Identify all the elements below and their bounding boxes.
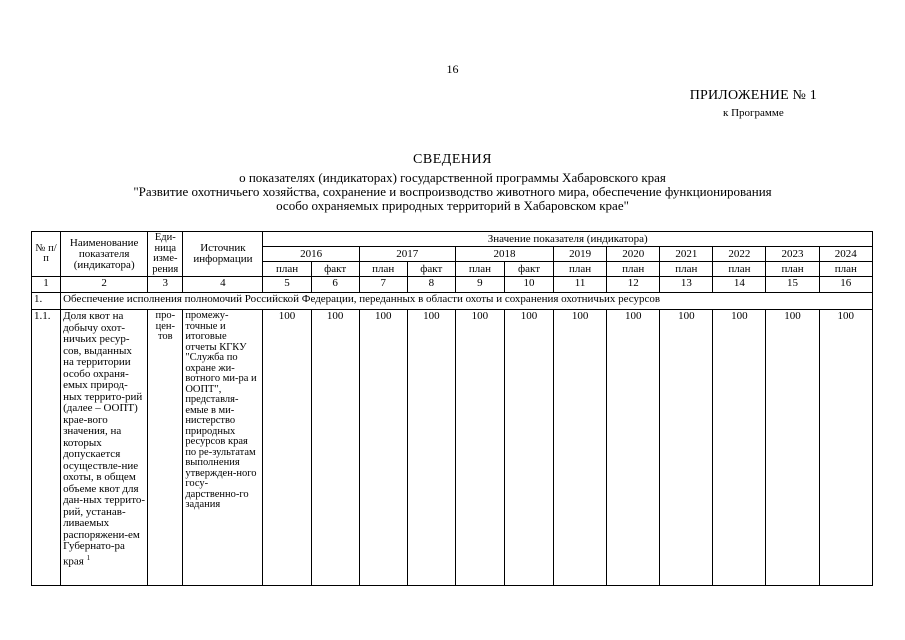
value-2018-fact: 100	[504, 310, 553, 586]
page-number: 16	[446, 62, 459, 76]
value-2023-plan: 100	[766, 310, 819, 586]
column-number-row	[32, 277, 873, 293]
year-2020: 2020	[607, 247, 660, 262]
header-source: Источник информации	[183, 232, 263, 277]
appendix-label	[690, 88, 817, 119]
column-number: 7	[359, 277, 407, 293]
header-unit: Еди-ница изме-рения	[148, 232, 183, 277]
subhead: план	[554, 262, 607, 277]
unit-cell: про-цен-тов	[148, 310, 183, 586]
header-values: Значение показателя (индикатора)	[263, 232, 873, 247]
subhead: план	[263, 262, 311, 277]
subhead: план	[455, 262, 504, 277]
year-2021: 2021	[660, 247, 713, 262]
column-number: 11	[554, 277, 607, 293]
year-2018: 2018	[455, 247, 553, 262]
year-2019: 2019	[554, 247, 607, 262]
appendix-title: ПРИЛОЖЕНИЕ № 1	[689, 88, 817, 103]
indicators-table	[31, 231, 873, 586]
table-row	[32, 310, 873, 586]
column-number: 16	[819, 277, 872, 293]
header-row-1	[32, 232, 873, 247]
column-number: 2	[61, 277, 148, 293]
indicator-name	[61, 310, 148, 586]
row-number: 1.1.	[32, 310, 61, 586]
year-2022: 2022	[713, 247, 766, 262]
heading-line-3: особо охраняемых природных территорий в Хабаровском крае"	[276, 198, 629, 213]
subhead: факт	[311, 262, 359, 277]
subhead: план	[660, 262, 713, 277]
subhead: план	[819, 262, 872, 277]
year-2024: 2024	[819, 247, 872, 262]
value-2016-plan: 100	[263, 310, 311, 586]
subhead: план	[766, 262, 819, 277]
column-number: 10	[504, 277, 553, 293]
header-no: № п/п	[32, 232, 61, 277]
value-2021-plan: 100	[660, 310, 713, 586]
column-number: 3	[148, 277, 183, 293]
column-number: 15	[766, 277, 819, 293]
section-row	[32, 293, 873, 310]
column-number: 1	[32, 277, 61, 293]
header-name: Наименование показателя (индикатора)	[61, 232, 148, 277]
value-2019-plan: 100	[554, 310, 607, 586]
value-2018-plan: 100	[455, 310, 504, 586]
column-number: 9	[455, 277, 504, 293]
year-2023: 2023	[766, 247, 819, 262]
footnote-mark: 1	[86, 553, 91, 562]
value-2020-plan: 100	[607, 310, 660, 586]
value-2017-plan: 100	[359, 310, 407, 586]
column-number: 13	[660, 277, 713, 293]
appendix-subtitle: к Программе	[722, 107, 784, 119]
column-number: 8	[407, 277, 455, 293]
indicator-name-text: Доля квот на добычу охот-ничьих ресур-сов, выданных на территории особо охраня-емых природ-ных террито-рий (далее – ООПТ) крае-вого значения, на которых допускается осуществле-ние охоты, в общем объеме квот для дан-ных террито-рий, устанав-ливаемых распоряжени-ем Губернато-ра края	[63, 310, 146, 568]
value-2024-plan: 100	[819, 310, 872, 586]
year-2016: 2016	[263, 247, 359, 262]
column-number: 5	[263, 277, 311, 293]
column-number: 6	[311, 277, 359, 293]
subhead: план	[359, 262, 407, 277]
heading-line-2: "Развитие охотничьего хозяйства, сохранение и воспроизводство животного мира, обеспечение функционирования	[133, 184, 772, 199]
year-2017: 2017	[359, 247, 455, 262]
subhead: факт	[407, 262, 455, 277]
column-number: 14	[713, 277, 766, 293]
column-number: 12	[607, 277, 660, 293]
heading-title: СВЕДЕНИЯ	[413, 152, 492, 167]
subhead: факт	[504, 262, 553, 277]
value-2016-fact: 100	[311, 310, 359, 586]
subhead: план	[713, 262, 766, 277]
value-2017-fact: 100	[407, 310, 455, 586]
column-number: 4	[183, 277, 263, 293]
subhead: план	[607, 262, 660, 277]
section-title: Обеспечение исполнения полномочий Российской Федерации, переданных в области охоты и сохранения охотничьих ресурсов	[61, 293, 873, 310]
heading-line-1: о показателях (индикаторах) государственной программы Хабаровского края	[239, 170, 666, 185]
section-number: 1.	[32, 293, 61, 310]
source-cell: промежу-точные и итоговые отчеты КГКУ "Служба по охране жи-вотного ми-ра и ООПТ", представля-емые в ми-нистерство природных ресурсов края по ре-зультатам выполнения утвержден-ного госу-дарственно-го задания	[183, 310, 263, 586]
value-2022-plan: 100	[713, 310, 766, 586]
document-heading	[0, 152, 905, 213]
